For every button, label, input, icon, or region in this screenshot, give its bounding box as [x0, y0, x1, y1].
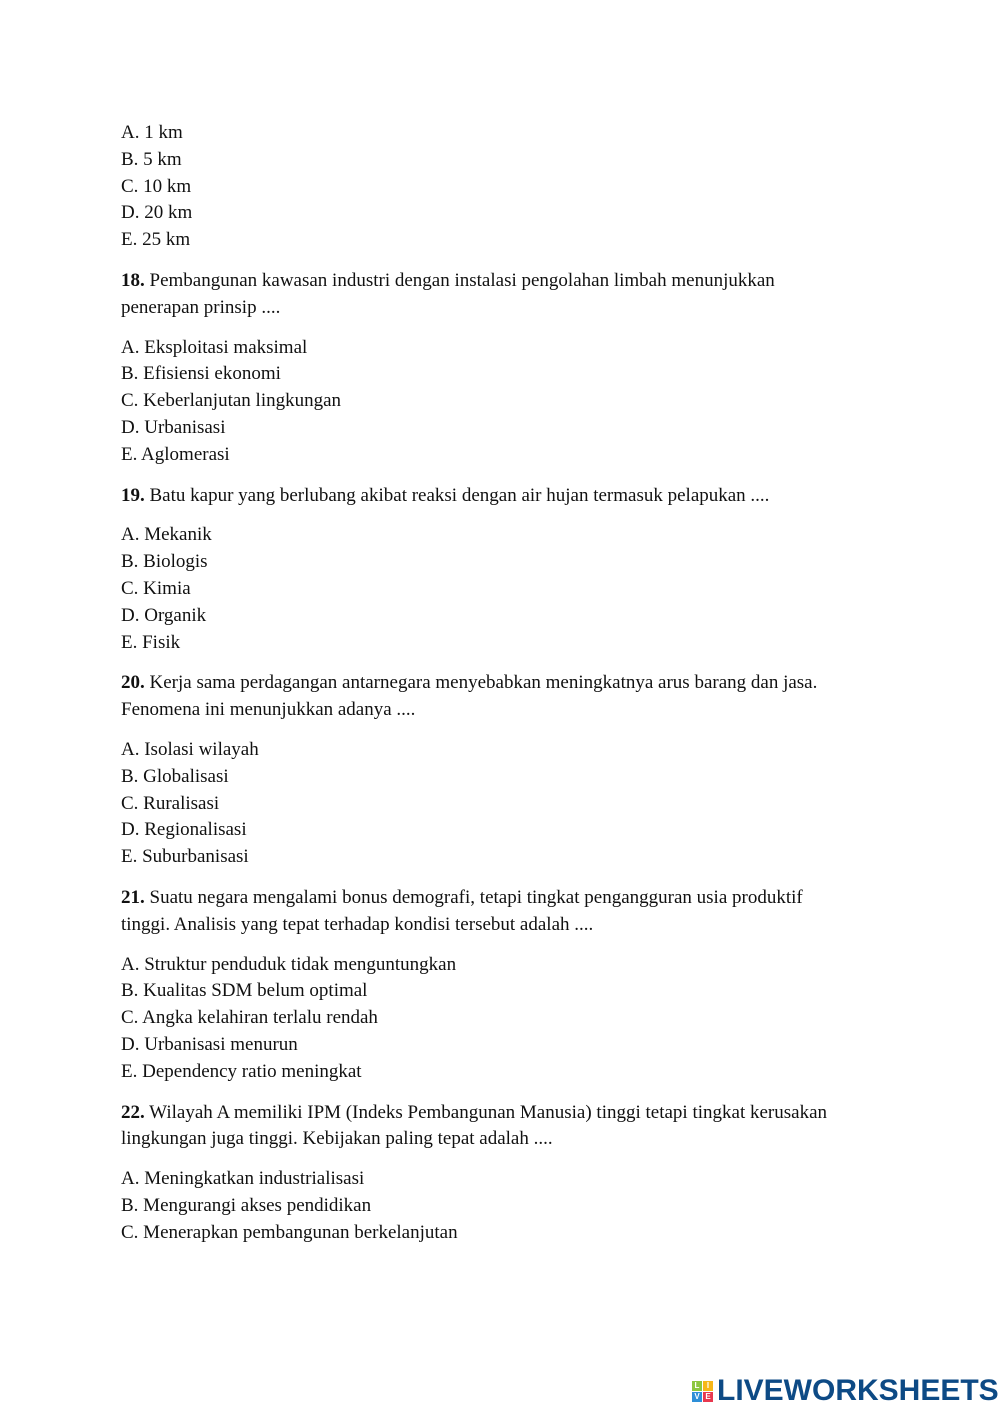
question-text-line	[121, 1100, 901, 1127]
question-text-line	[121, 912, 901, 939]
answer-option: B. Efisiensi ekonomi	[121, 363, 281, 385]
answer-option: A. Struktur penduduk tidak menguntungkan	[121, 953, 457, 975]
answer-option: C. Angka kelahiran terlalu rendah	[121, 1007, 378, 1029]
answer-options	[121, 737, 901, 871]
question-number: 19.	[121, 484, 145, 506]
question-number: 20.	[121, 672, 145, 694]
answer-option: E. Suburbanisasi	[121, 846, 249, 868]
answer-option: D. Urbanisasi	[121, 416, 226, 438]
answer-option: C. Keberlanjutan lingkungan	[121, 390, 342, 412]
answer-option: D. Regionalisasi	[121, 819, 247, 841]
question-text: Pembangunan kawasan industri dengan instalasi pengolahan limbah menunjukkan	[149, 269, 775, 291]
question-20-block	[121, 670, 901, 871]
answer-option: C. 10 km	[121, 175, 192, 197]
answer-option: E. 25 km	[121, 229, 191, 251]
answer-option: B. Biologis	[121, 551, 208, 573]
question-text-line	[121, 295, 901, 322]
question-text-line	[121, 885, 901, 912]
answer-options	[121, 522, 901, 656]
question-text: lingkungan juga tinggi. Kebijakan paling tepat adalah ....	[121, 1128, 553, 1150]
logo-text: LIVEWORKSHEETS	[717, 1374, 999, 1407]
question-text-line	[121, 268, 901, 295]
answer-option: C. Ruralisasi	[121, 792, 220, 814]
question-text-line	[121, 1126, 901, 1153]
question-text-line	[121, 670, 901, 697]
answer-option: B. Globalisasi	[121, 765, 229, 787]
question-17-options	[121, 120, 901, 254]
question-21-block	[121, 885, 901, 1086]
question-text-line	[121, 483, 901, 510]
answer-option: B. Mengurangi akses pendidikan	[121, 1194, 372, 1216]
answer-option: A. 1 km	[121, 122, 183, 143]
question-text: Wilayah A memiliki IPM (Indeks Pembangunan Manusia) tinggi tetapi tingkat kerusakan	[149, 1101, 828, 1123]
answer-option: B. Kualitas SDM belum optimal	[121, 980, 368, 1002]
answer-option: A. Meningkatkan industrialisasi	[121, 1168, 365, 1190]
question-text: Suatu negara mengalami bonus demografi, tetapi tingkat pengangguran usia produktif	[149, 886, 803, 908]
answer-options	[121, 1166, 901, 1246]
question-number: 22.	[121, 1101, 145, 1123]
question-number: 21.	[121, 886, 145, 908]
answer-option: C. Menerapkan pembangunan berkelanjutan	[121, 1221, 458, 1243]
answer-option: A. Isolasi wilayah	[121, 738, 259, 760]
logo-tiles-icon	[692, 1381, 713, 1402]
answer-option: D. Urbanisasi menurun	[121, 1033, 298, 1055]
answer-option: E. Aglomerasi	[121, 443, 230, 465]
answer-option: E. Dependency ratio meningkat	[121, 1060, 362, 1082]
answer-option: B. 5 km	[121, 148, 182, 170]
question-text-line	[121, 697, 901, 724]
logo-tile: V	[692, 1392, 702, 1402]
answer-option: A. Mekanik	[121, 524, 212, 546]
liveworksheets-logo	[692, 1374, 999, 1408]
question-text: Batu kapur yang berlubang akibat reaksi dengan air hujan termasuk pelapukan ....	[149, 484, 770, 506]
answer-option: D. 20 km	[121, 202, 193, 224]
answer-option: D. Organik	[121, 604, 207, 626]
question-text: Kerja sama perdagangan antarnegara menyebabkan meningkatnya arus barang dan jasa.	[149, 672, 818, 694]
question-text: tinggi. Analisis yang tepat terhadap kondisi tersebut adalah ....	[121, 913, 594, 935]
logo-tile: E	[703, 1392, 713, 1402]
answer-options	[121, 335, 901, 469]
question-18-block	[121, 268, 901, 469]
answer-option: C. Kimia	[121, 577, 191, 599]
worksheet-content	[121, 120, 901, 1246]
logo-tile: L	[692, 1381, 702, 1391]
answer-option: A. Eksploitasi maksimal	[121, 336, 308, 358]
question-number: 18.	[121, 269, 145, 291]
question-22-block	[121, 1100, 901, 1247]
question-text: penerapan prinsip ....	[121, 296, 281, 318]
answer-option: E. Fisik	[121, 631, 181, 653]
question-19-block	[121, 483, 901, 657]
answer-options	[121, 952, 901, 1086]
logo-tile: I	[703, 1381, 713, 1391]
question-list	[121, 268, 901, 1247]
question-text: Fenomena ini menunjukkan adanya ....	[121, 699, 416, 721]
